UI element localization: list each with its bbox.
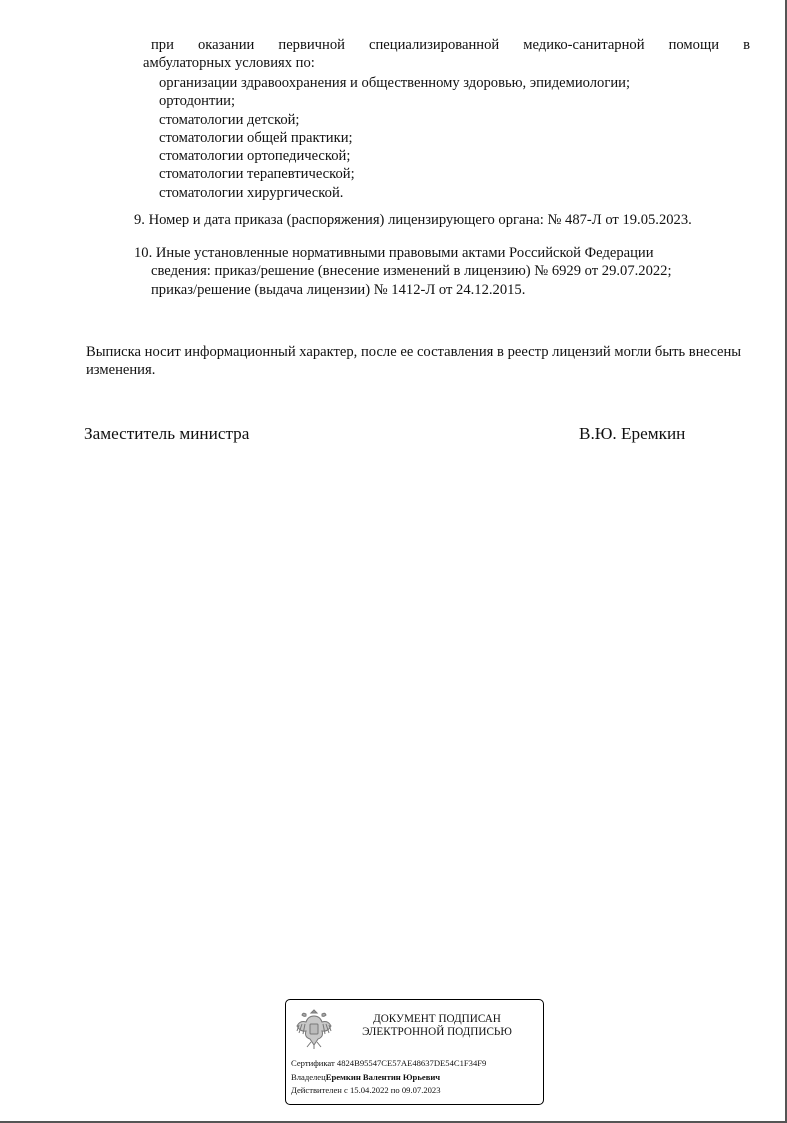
list-item: стоматологии ортопедической; <box>159 148 351 165</box>
service-areas-list <box>159 74 759 202</box>
other-info-line: приказ/решение (выдача лицензии) № 1412-Л от 24.12.2015. <box>151 281 526 298</box>
list-item: стоматологии хирургической. <box>159 184 344 201</box>
double-headed-eagle-emblem-icon <box>295 1006 333 1050</box>
list-item: стоматологии терапевтической; <box>159 166 355 183</box>
signatory-name: В.Ю. Еремкин <box>579 424 686 443</box>
certificate-value: 4824B95547CE57AE48637DE54C1F34F9 <box>336 1058 487 1068</box>
owner-line <box>291 1072 440 1082</box>
other-info-line: 10. Иные установленные нормативными правовыми актами Российской Федерации <box>134 245 654 261</box>
other-info-item <box>134 244 749 299</box>
stamp-title-line: ДОКУМЕНТ ПОДПИСАН <box>373 1013 501 1025</box>
owner-value: Еремкин Валентин Юрьевич <box>325 1072 441 1082</box>
list-item: организации здравоохранения и общественному здоровью, эпидемиологии; <box>159 75 631 91</box>
intro-lead: при оказании первичной специализированной медико-санитарной помощи в <box>151 37 750 53</box>
order-number-item: 9. Номер и дата приказа (распоряжения) лицензирующего органа: № 487-Л от 19.05.2023. <box>134 212 692 228</box>
signatory-position: Заместитель министра <box>84 424 250 443</box>
stamp-title-line: ЭЛЕКТРОННОЙ ПОДПИСЬЮ <box>362 1026 512 1038</box>
certificate-label: Сертификат <box>291 1058 335 1068</box>
stamp-title <box>342 1013 532 1039</box>
license-scope-intro <box>143 37 750 72</box>
list-item: ортодонтии; <box>159 93 236 110</box>
intro-lead-continuation: амбулаторных условиях по: <box>143 54 315 71</box>
other-info-line: сведения: приказ/решение (внесение изменений в лицензию) № 6929 от 29.07.2022; <box>151 263 672 280</box>
certificate-line <box>291 1058 486 1068</box>
list-item: стоматологии общей практики; <box>159 129 353 146</box>
list-item: стоматологии детской; <box>159 111 300 128</box>
electronic-signature-stamp <box>285 999 544 1105</box>
owner-label: Владелец <box>291 1072 326 1082</box>
informational-notice: Выписка носит информационный характер, после ее составления в реестр лицензий могли быть внесены изменения. <box>86 344 742 379</box>
validity-line: Действителен с 15.04.2022 по 09.07.2023 <box>291 1085 441 1095</box>
